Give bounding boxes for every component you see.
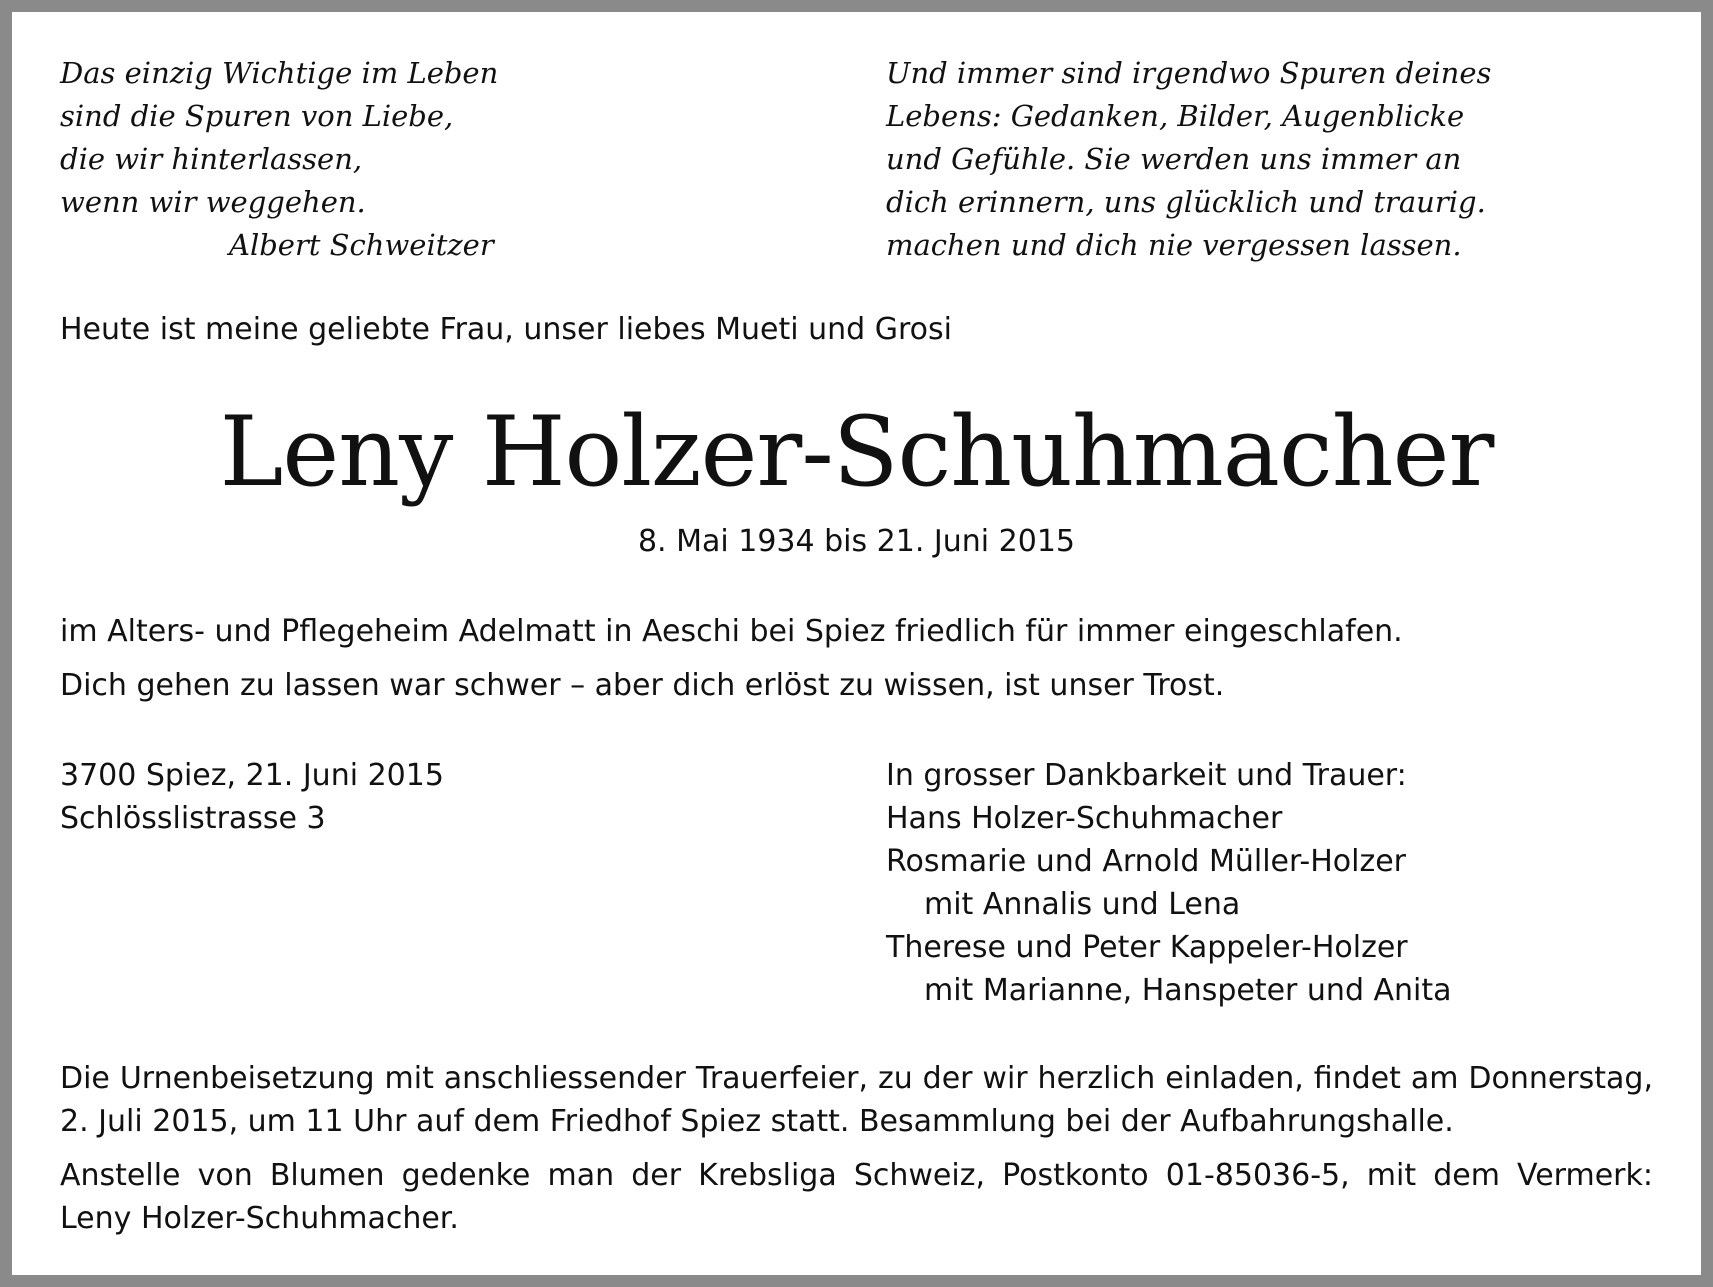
mourner-line: Rosmarie und Arnold Müller-Holzer xyxy=(886,844,1407,879)
verse-left xyxy=(60,52,498,267)
funeral-notice-line: Die Urnenbeisetzung mit anschliessender Trauerfeier, zu der wir herzlich einladen, findet am Donnerstag, xyxy=(60,1061,1653,1096)
funeral-notice-line: 2. Juli 2015, um 11 Uhr auf dem Friedhof Spiez statt. Besammlung bei der Aufbahrungshalle. xyxy=(60,1104,1454,1139)
verse-right-line: dich erinnern, uns glücklich und traurig. xyxy=(886,185,1486,219)
donation-notice-line: Leny Holzer-Schuhmacher. xyxy=(60,1201,459,1236)
mourners-heading: In grosser Dankbarkeit und Trauer: xyxy=(886,758,1407,793)
obituary-page xyxy=(12,12,1701,1275)
mourners-list xyxy=(886,754,1452,1012)
verse-right xyxy=(886,52,1491,267)
deceased-name: Leny Holzer-Schuhmacher xyxy=(219,396,1494,508)
verse-left-line: die wir hinterlassen, xyxy=(60,142,363,176)
mourner-line: mit Marianne, Hanspeter und Anita xyxy=(924,973,1452,1008)
verse-attribution: Albert Schweitzer xyxy=(229,228,494,262)
verse-right-line: Und immer sind irgendwo Spuren deines xyxy=(886,56,1492,90)
verse-right-line: Lebens: Gedanken, Bilder, Augenblicke xyxy=(886,99,1465,133)
verse-left-line: Das einzig Wichtige im Leben xyxy=(60,56,499,90)
verse-left-line: wenn wir weggehen. xyxy=(60,185,366,219)
verse-right-line: und Gefühle. Sie werden uns immer an xyxy=(886,142,1462,176)
verse-right-line: machen und dich nie vergessen lassen. xyxy=(886,228,1462,262)
life-dates: 8. Mai 1934 bis 21. Juni 2015 xyxy=(637,524,1076,559)
place-date: 3700 Spiez, 21. Juni 2015 xyxy=(60,758,444,793)
place-and-address xyxy=(60,754,444,840)
statement-sleep: im Alters- und Pflegeheim Adelmatt in Aeschi bei Spiez friedlich für immer eingeschlafen. xyxy=(60,614,1403,649)
mourner-line: Therese und Peter Kappeler-Holzer xyxy=(886,930,1408,965)
address: Schlösslistrasse 3 xyxy=(60,801,326,836)
intro-text: Heute ist meine geliebte Frau, unser liebes Mueti und Grosi xyxy=(60,312,952,347)
verse-left-line: sind die Spuren von Liebe, xyxy=(60,99,454,133)
mourner-line: mit Annalis und Lena xyxy=(924,887,1241,922)
donation-notice xyxy=(60,1154,1653,1240)
mourner-line: Hans Holzer-Schuhmacher xyxy=(886,801,1283,836)
funeral-notice xyxy=(60,1057,1653,1143)
donation-notice-line: Anstelle von Blumen gedenke man der Krebsliga Schweiz, Postkonto 01-85036-5, mit dem Vermerk: xyxy=(60,1158,1653,1193)
statement-comfort: Dich gehen zu lassen war schwer – aber dich erlöst zu wissen, ist unser Trost. xyxy=(60,668,1225,703)
